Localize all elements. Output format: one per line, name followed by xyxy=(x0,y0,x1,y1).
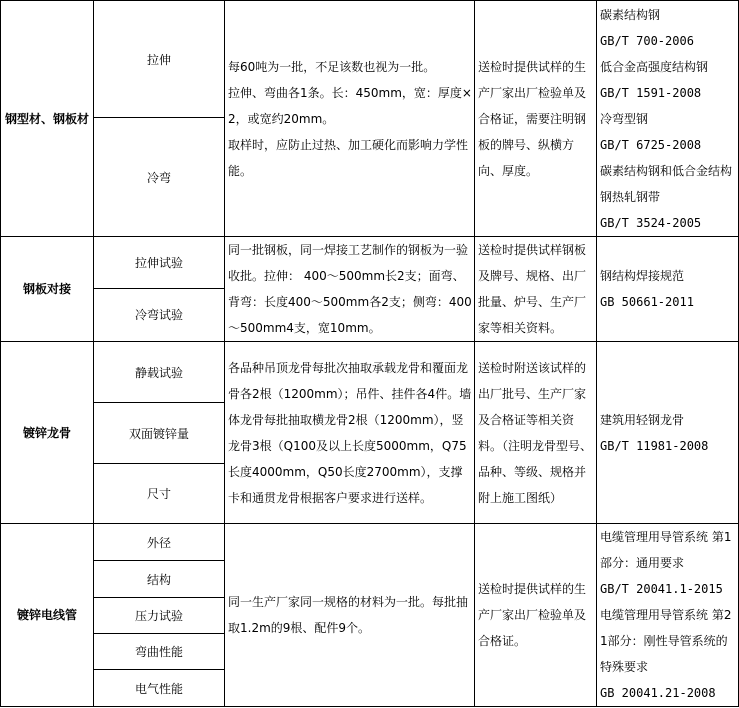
category-cell: 镀锌龙骨 xyxy=(1,342,94,524)
test-item-cell: 冷弯试验 xyxy=(94,288,225,341)
standard-code: GB/T 6725-2008 xyxy=(600,137,702,152)
table-row xyxy=(1,524,739,561)
test-item-cell: 弯曲性能 xyxy=(94,634,225,670)
standard-name: 碳素结构钢和低合金结构钢热轧钢带 xyxy=(600,163,733,204)
standard-name: 冷弯型钢 xyxy=(600,111,649,126)
standard-name: 钢结构焊接规范 xyxy=(600,269,685,283)
sampling-text: 每60吨为一批，不足该数也视为一批。 xyxy=(228,59,436,74)
test-item-cell: 压力试验 xyxy=(94,598,225,634)
documents-text: 送检时提供试样的生产厂家出厂检验单及合格证。 xyxy=(478,582,587,648)
table-row xyxy=(1,1,739,118)
standard-code: GB/T 3524-2005 xyxy=(600,215,702,230)
table-row xyxy=(1,342,739,403)
standard-name: 碳素结构钢 xyxy=(600,7,661,22)
standards-cell xyxy=(597,342,739,524)
standard-code: GB 50661-2011 xyxy=(600,295,694,309)
sampling-rule-cell xyxy=(225,342,475,524)
category-cell: 钢型材、钢板材 xyxy=(1,1,94,237)
sampling-text: 各品种吊顶龙骨每批次抽取承载龙骨和覆面龙骨各2根（1200mm）；吊件、挂件各4件。墙体龙骨每批抽取横龙骨2根（1200mm），竖龙骨3根（Q100及以上长度5000mm，Q75长度4000mm，Q50长度2700mm），支撑卡和通贯龙骨根据客户要求进行送样。 xyxy=(228,360,472,505)
standard-name: 电缆管理用导管系统 第21部分：刚性导管系统的特殊要求 xyxy=(600,608,732,674)
sampling-rule-cell xyxy=(225,524,475,707)
documents-cell xyxy=(475,524,597,707)
category-cell: 镀锌电线管 xyxy=(1,524,94,707)
standards-cell xyxy=(597,1,739,237)
standards-cell xyxy=(597,524,739,707)
standards-cell xyxy=(597,237,739,342)
standard-code: GB/T 700-2006 xyxy=(600,33,694,48)
documents-text: 送检时提供试样的生产厂家出厂检验单及合格证，需要注明钢板的牌号、纵横方向、厚度。 xyxy=(478,59,587,178)
test-item-cell: 外径 xyxy=(94,524,225,561)
sampling-text: 拉伸、弯曲各1条。长：450mm，宽：厚度×2，或宽约20mm。 xyxy=(228,85,472,126)
documents-cell xyxy=(475,1,597,237)
documents-text: 送检时提供试样钢板及牌号、规格、出厂批量、炉号、生产厂家等相关资料。 xyxy=(478,243,587,335)
documents-cell xyxy=(475,342,597,524)
test-item-cell: 双面镀锌量 xyxy=(94,403,225,464)
test-item-cell: 静载试验 xyxy=(94,342,225,403)
test-item-cell: 电气性能 xyxy=(94,670,225,707)
test-item-cell: 拉伸 xyxy=(94,1,225,118)
documents-text: 送检时附送该试样的出厂批号、生产厂家及合格证等相关资料。（注明龙骨型号、品种、等级、规格并附上施工图纸） xyxy=(478,360,593,505)
standard-code: GB/T 11981-2008 xyxy=(600,438,709,453)
sampling-rule-cell xyxy=(225,1,475,237)
standard-code: GB/T 20041.1-2015 xyxy=(600,582,723,596)
sampling-text: 同一生产厂家同一规格的材料为一批。每批抽取1.2m的9根、配件9个。 xyxy=(228,595,469,635)
test-item-cell: 尺寸 xyxy=(94,464,225,524)
documents-cell xyxy=(475,237,597,342)
standard-name: 低合金高强度结构钢 xyxy=(600,59,709,74)
standard-code: GB 20041.21-2008 xyxy=(600,686,716,700)
standard-code: GB/T 1591-2008 xyxy=(600,85,702,100)
sampling-text: 同一批钢板，同一焊接工艺制作的钢板为一验收批。拉伸： 400～500mm长2支；面弯、背弯：长度400～500mm各2支；侧弯：400～500mm4支，宽10mm。 xyxy=(228,243,472,335)
standard-name: 建筑用轻钢龙骨 xyxy=(600,412,685,427)
test-item-cell: 结构 xyxy=(94,561,225,598)
test-item-cell: 拉伸试验 xyxy=(94,237,225,289)
test-item-cell: 冷弯 xyxy=(94,118,225,237)
sampling-rule-cell xyxy=(225,237,475,342)
sampling-text: 取样时，应防止过热、加工硬化而影响力学性能。 xyxy=(228,137,469,178)
standard-name: 电缆管理用导管系统 第1部分：通用要求 xyxy=(600,530,732,570)
table-row xyxy=(1,237,739,289)
category-cell: 钢板对接 xyxy=(1,237,94,342)
